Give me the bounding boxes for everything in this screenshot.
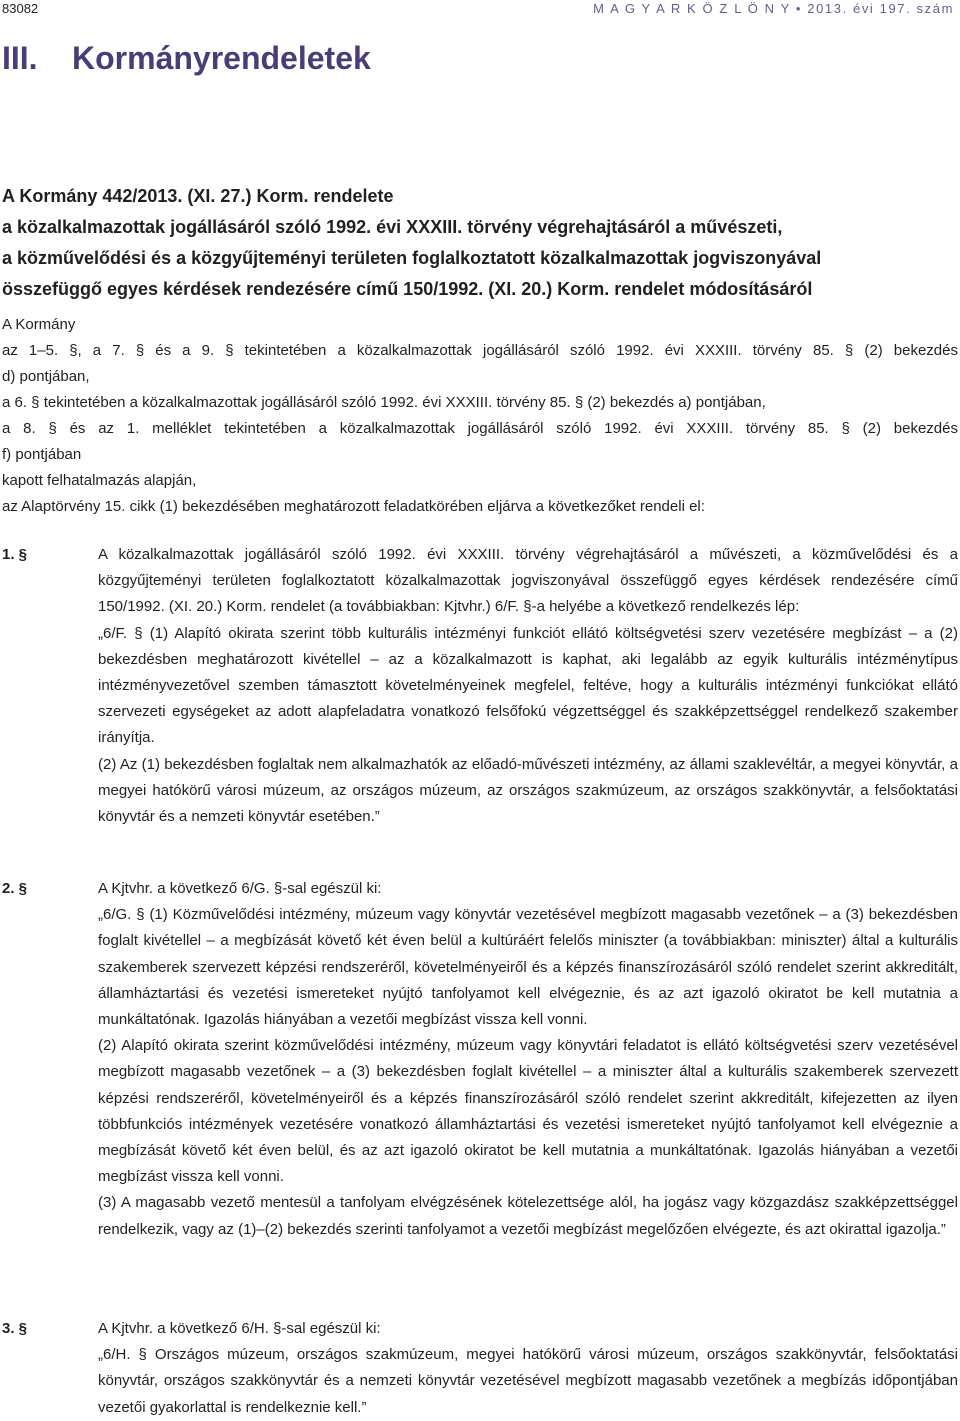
preamble — [2, 312, 958, 520]
section-paragraph: (2) Az (1) bekezdésben foglaltak nem alkalmazhatók az előadó-művészeti intézmény, az állami szaklevéltár, a megyei könyvtár, a megyei hatókörű városi múzeum, az országos múzeum, az országos szakmúzeum, az országos szakkönyvtár, a felsőoktatási könyvtár és a nemzeti könyvtár esetében.” — [98, 755, 958, 826]
section-body — [98, 1316, 958, 1421]
section-3 — [2, 1316, 958, 1421]
section-body — [98, 542, 958, 830]
section-paragraph: (2) Alapító okirata szerint közművelődési intézmény, múzeum vagy könyvtári feladatot is ellátó költségvetési szerv vezetésével megbízott magasabb vezetőnek – a (3) bekezdésben foglalt kivétellel – a miniszter által a kulturális szakemberek szervezett képzési rendszeréről, követelményeiről és a képzés finanszírozásáról szóló rendelet szerint akkreditált, kifejezetten az ilyen többfunkciós intézmények vezetésére vonatkozó államháztartási és vezetési ismereteket nyújtó tanfolyamot kell elvégeznie a megbízását követő két éven belül, és az azt igazoló okiratot be kell mutatnia a munkáltatónak. Igazolás hiányában a vezetői megbízást vissza kell vonni. — [98, 1037, 958, 1186]
section-1 — [2, 542, 958, 830]
preamble-line: az Alaptörvény 15. cikk (1) bekezdésében meghatározott feladatkörében eljárva a következőket rendeli el: — [2, 498, 705, 515]
decree-title-line: a közalkalmazottak jogállásáról szóló 1992. évi XXXIII. törvény végrehajtásáról a művészeti, — [2, 217, 783, 237]
decree-title-line: összefüggő egyes kérdések rendezésére című 150/1992. (XI. 20.) Korm. rendelet módosításáról — [2, 279, 813, 299]
section-body — [98, 876, 958, 1243]
decree-title-line: a közművelődési és a közgyűjteményi területen foglalkoztatott közalkalmazottak jogviszonyával — [2, 248, 822, 268]
preamble-line: a 8. § és az 1. melléklet tekintetében a közalkalmazottak jogállásáról szóló 1992. évi XXXIII. törvény 85. § (2) bekezdés — [2, 420, 958, 437]
section-number: 1. § — [2, 546, 28, 563]
section-paragraph: A közalkalmazottak jogállásáról szóló 1992. évi XXXIII. törvény végrehajtásáról a művészeti, a közművelődési és a közgyűjteményi területen foglalkoztatott közalkalmazottak jogviszonyával összefüggő egyes kérdések rendezésére című 150/1992. (XI. 20.) Korm. rendelet (a továbbiakban: Kjtvhr.) 6/F. §-a helyébe a következő rendelkezés lép: — [98, 546, 958, 616]
section-paragraph: „6/G. § (1) Közművelődési intézmény, múzeum vagy könyvtár vezetésével megbízott magasabb vezetőnek – a (3) bekezdésben foglalt kivétellel – a megbízását követő két éven belül a kultúráért felelős miniszter (a továbbiakban: miniszter) által a kulturális szakemberek szervezett képzési rendszeréről, követelményeiről és a képzés finanszírozásáról szóló rendelet szerint akkreditált, államháztartási és vezetési ismereteket nyújtó tanfolyamot kell elvégeznie, és az azt igazoló okiratot be kell mutatnia a munkáltatónak. Igazolás hiányában a vezetői megbízást vissza kell vonni. — [98, 906, 958, 1029]
section-paragraph: (3) A magasabb vezető mentesül a tanfolyam elvégzésének kötelezettsége alól, ha jogász vagy közgazdász szakképzettséggel rendelkezik, vagy az (1)–(2) bekezdés szerinti tanfolyamot a vezetői megbízást megelőzően elvégezte, és azt okirattal igazolja.” — [98, 1194, 958, 1238]
preamble-line: az 1–5. §, a 7. § és a 9. § tekintetében a közalkalmazottak jogállásáról szóló 1992. évi XXXIII. törvény 85. § (2) bekezdés — [2, 342, 958, 359]
section-paragraph: A Kjtvhr. a következő 6/H. §-sal egészül ki: — [98, 1320, 381, 1337]
preamble-line: kapott felhatalmazás alapján, — [2, 472, 197, 489]
decree-title-line: A Kormány 442/2013. (XI. 27.) Korm. rendelete — [2, 186, 394, 206]
section-paragraph: „6/H. § Országos múzeum, országos szakmúzeum, megyei hatókörű városi múzeum, országos szakkönyvtár, felsőoktatási könyvtár, országos szakkönyvtár és a nemzeti könyvtár vezetésével megbízott magasabb vezetőnek a megbízás időpontjában vezetői gyakorlattal is rendelkeznie kell.” — [98, 1346, 958, 1416]
preamble-line: d) pontjában, — [2, 368, 90, 385]
section-number: 3. § — [2, 1320, 28, 1337]
journal-name: M A G Y A R K Ö Z L Ö N Y • 2013. évi 197. szám — [593, 1, 954, 16]
chapter-title — [2, 40, 371, 77]
preamble-line: f) pontjában — [2, 446, 82, 463]
page-number: 83082 — [2, 1, 39, 16]
section-2 — [2, 876, 958, 1243]
preamble-line: a 6. § tekintetében a közalkalmazottak jogállásáról szóló 1992. évi XXXIII. törvény 85. § (2) bekezdés a) pontjában, — [2, 394, 766, 411]
section-number: 2. § — [2, 880, 28, 897]
page-header — [0, 0, 960, 24]
preamble-line: A Kormány — [2, 316, 76, 333]
section-paragraph: „6/F. § (1) Alapító okirata szerint több kulturális intézményi funkciót ellátó költségvetési szerv vezetésére megbízást – a (2) bekezdésben meghatározott kivétellel – az a közalkalmazott is kaphat, aki legalább az egyik kulturális intézménytípus intézményvezetővel szemben támasztott követelményeinek megfelel, feltéve, hogy a kulturális intézményi funkciókat ellátó szervezeti egységeket az adott alapfeladatra vonatkozó felsőfokú végzettséggel és szakképzettséggel rendelkező szakember irányítja. — [98, 624, 958, 747]
decree-title — [2, 181, 952, 305]
section-paragraph: A Kjtvhr. a következő 6/G. §-sal egészül ki: — [98, 880, 382, 897]
chapter-number: III. — [2, 40, 38, 76]
chapter-name: Kormányrendeletek — [72, 40, 371, 76]
